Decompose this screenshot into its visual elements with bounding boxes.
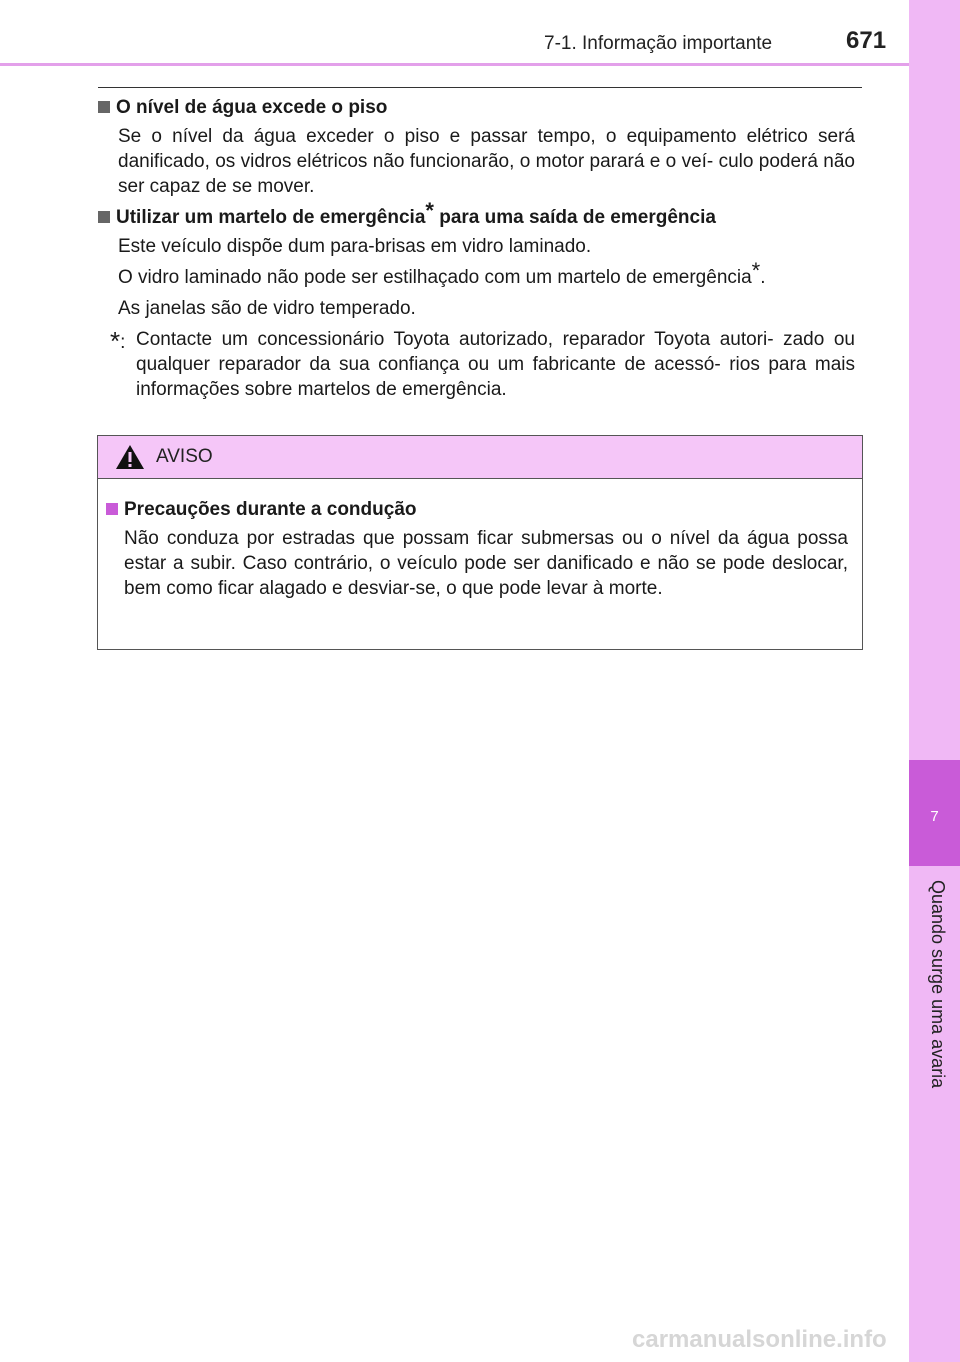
- header-divider: [0, 63, 909, 66]
- warning-heading-text: Precauções durante a condução: [124, 499, 417, 520]
- paragraph-text: .: [760, 267, 766, 288]
- warning-box: [97, 435, 863, 650]
- heading-text-part: para uma saída de emergência: [433, 207, 716, 228]
- paragraph: [118, 257, 855, 290]
- warning-triangle-icon: [115, 444, 145, 470]
- chapter-number: 7: [930, 808, 939, 825]
- footnote-text: Contacte um concessionário Toyota autorizado, reparador Toyota autori- zado ou qualquer reparador da sua confiança ou um fabricante de acessó- rios para mais informações sobre martelos de emergência.: [136, 329, 855, 400]
- chapter-title: Quando surge uma avaria: [928, 880, 948, 1089]
- warning-text: Não conduza por estradas que possam ficar submersas ou o nível da água possa estar a subir. Caso contrário, o veículo pode ser danificado e não se pode deslocar, bem como ficar alagado e desviar-se, o que pode levar à morte.: [124, 528, 848, 599]
- section-heading-water: [98, 95, 855, 120]
- warning-header: [98, 436, 862, 479]
- warning-label: AVISO: [156, 446, 213, 467]
- main-content: [98, 95, 855, 402]
- paragraph: Este veículo dispõe dum para-brisas em vidro laminado.: [118, 236, 592, 257]
- watermark: carmanualsonline.info: [632, 1326, 887, 1353]
- paragraph-text: O vidro laminado não pode ser estilhaçado com um martelo de emergência: [118, 267, 752, 288]
- footnote: [110, 327, 855, 402]
- square-bullet-icon: [98, 101, 110, 113]
- square-bullet-icon: [98, 211, 110, 223]
- footnote-colon: :: [120, 332, 126, 353]
- section-heading-hammer: [98, 197, 855, 230]
- warning-heading: [106, 497, 848, 522]
- footnote-mark: [110, 327, 136, 402]
- page-number: 671: [846, 27, 887, 54]
- content-rule: [98, 87, 862, 88]
- paragraph: As janelas são de vidro temperado.: [118, 298, 416, 319]
- warning-body: [98, 479, 862, 601]
- asterisk-mark: *: [110, 326, 121, 356]
- asterisk-mark: *: [751, 257, 761, 283]
- paragraph: Se o nível da água exceder o piso e passar tempo, o equipamento elétrico será danificado, os vidros elétricos não funcionarão, o motor parará e o veí- culo poderá não ser capaz de se mover.: [118, 126, 855, 197]
- heading-text: O nível de água excede o piso: [116, 97, 388, 118]
- heading-text: [116, 197, 716, 230]
- section-title: 7-1. Informação importante: [544, 33, 773, 54]
- asterisk-mark: *: [425, 197, 434, 223]
- square-bullet-icon: [106, 503, 118, 515]
- sidebar-strip: [909, 0, 960, 1362]
- heading-text-part: Utilizar um martelo de emergência: [116, 207, 426, 228]
